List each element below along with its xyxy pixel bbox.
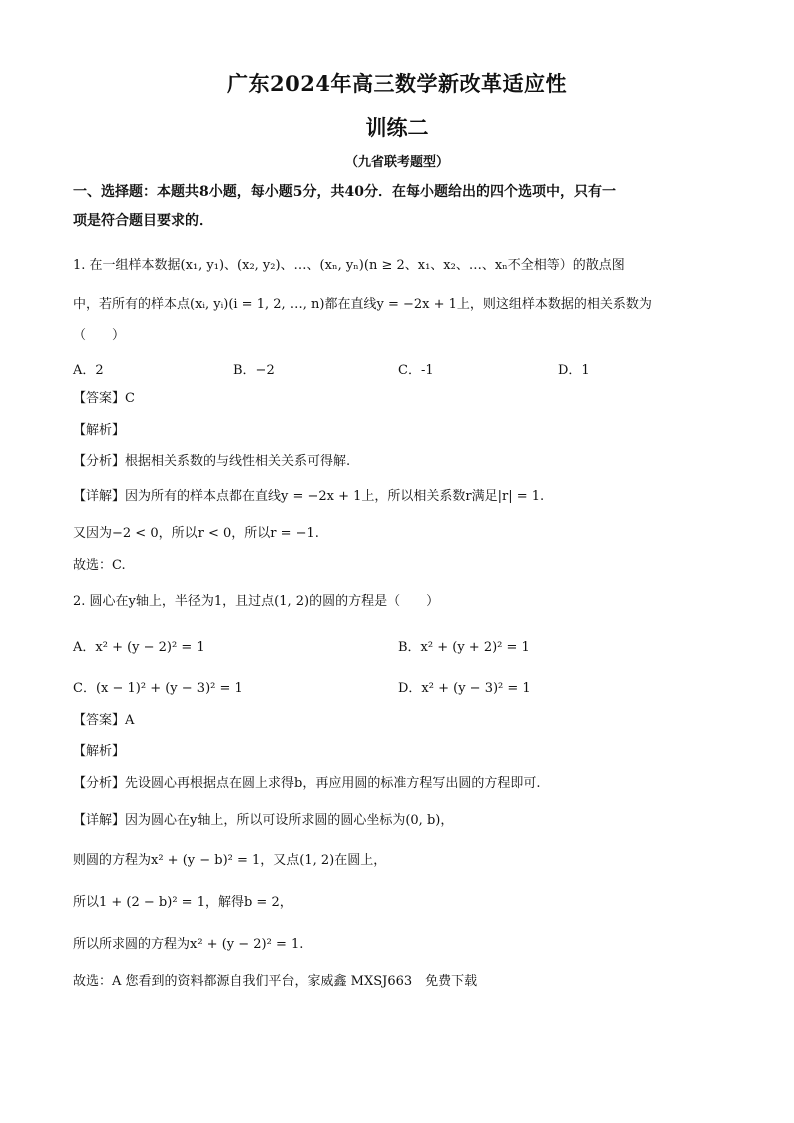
q1-option-b: B．−2: [233, 363, 275, 378]
q2-step-3: 所以所求圆的方程为x² + (y − 2)² = 1.: [73, 937, 304, 952]
q2-option-d: D．x² + (y − 3)² = 1: [398, 681, 531, 696]
q2-fenxi: 【分析】先设圆心再根据点在圆上求得b，再应用圆的标准方程写出圆的方程即可.: [73, 776, 541, 791]
q2-step-1: 则圆的方程为x² + (y − b)² = 1，又点(1, 2)在圆上，: [73, 853, 387, 868]
q2-step-2: 所以1 + (2 − b)² = 1，解得b = 2，: [73, 895, 293, 910]
q2-stem: 2. 圆心在y轴上，半径为1，且过点(1, 2)的圆的方程是（ ）: [73, 594, 440, 609]
q1-choose: 故选：C.: [73, 558, 126, 573]
page-note: （九省联考题型）: [344, 155, 449, 170]
q2-analysis-label: 【解析】: [73, 744, 126, 759]
q1-option-d: D．1: [558, 363, 590, 378]
q2-detail: 【详解】因为圆心在y轴上，所以可设所求圆的圆心坐标为(0, b)，: [73, 813, 454, 828]
q1-analysis-label: 【解析】: [73, 423, 126, 438]
q2-choose: 故选：A 您看到的资料都源自我们平台，家威鑫 MXSJ663 免费下载: [73, 974, 478, 989]
q2-option-b: B．x² + (y + 2)² = 1: [398, 640, 530, 655]
q1-stem-line1: 1. 在一组样本数据(x₁, y₁)、(x₂, y₂)、…、(xₙ, yₙ)(n ≥ 2、x₁、x₂、…、xₙ不全相等）的散点图: [73, 258, 625, 273]
q1-detail-2: 又因为−2 < 0，所以r < 0，所以r = −1.: [73, 526, 319, 541]
q2-answer: 【答案】A: [73, 713, 135, 728]
q1-option-c: C．-1: [398, 363, 434, 378]
section-heading-line2: 项是符合题目要求的．: [73, 213, 213, 229]
q1-answer: 【答案】C: [73, 391, 135, 406]
page-title: 广东2024年高三数学新改革适应性: [227, 71, 567, 96]
page-subtitle: 训练二: [365, 115, 429, 140]
q1-paren: （ ）: [73, 328, 126, 343]
q1-stem-line2: 中，若所有的样本点(xᵢ, yᵢ)(i = 1, 2, …, n)都在直线y = −2x + 1上，则这组样本数据的相关系数为: [73, 297, 652, 312]
q1-fenxi: 【分析】根据相关系数的与线性相关关系可得解.: [73, 454, 351, 469]
q2-option-c: C．(x − 1)² + (y − 3)² = 1: [73, 681, 243, 696]
section-heading-line1: 一、选择题：本题共8小题，每小题5分，共40分．在每小题给出的四个选项中，只有一: [73, 184, 616, 200]
q1-detail: 【详解】因为所有的样本点都在直线y = −2x + 1上，所以相关系数r满足|r| = 1.: [73, 489, 545, 504]
q2-option-a: A．x² + (y − 2)² = 1: [73, 640, 205, 655]
q1-option-a: A．2: [73, 363, 104, 378]
